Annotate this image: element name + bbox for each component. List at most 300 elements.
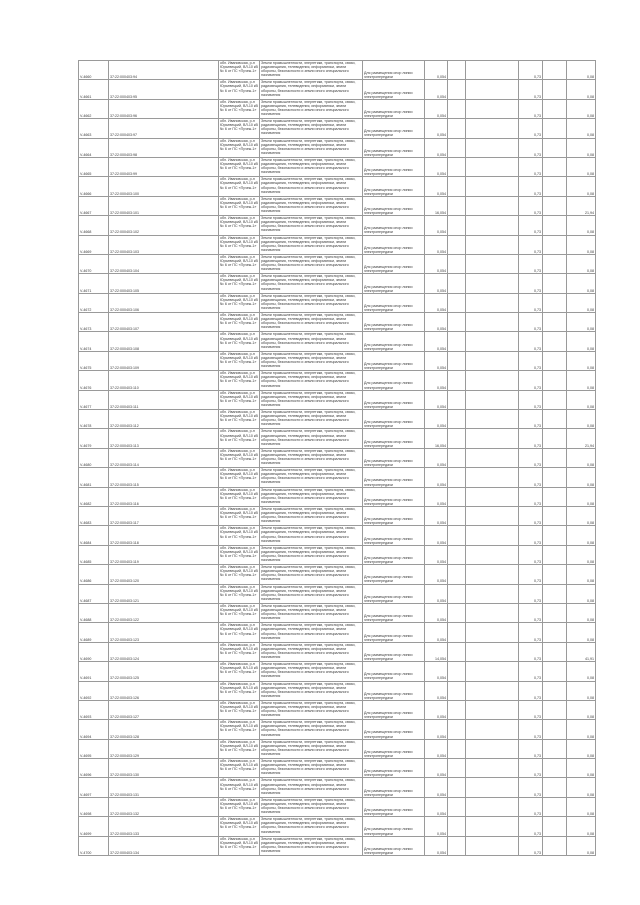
address-cell — [219, 448, 260, 467]
empty-cell — [543, 681, 567, 700]
empty-cell — [543, 61, 567, 80]
cadastral-number-cell — [109, 739, 219, 758]
use-text: Земли промышленности, энергетики, транспорта, связи, радиовещания, телевидения, информатики, земли обороны, безопасности и земли иного специального назначения — [261, 99, 356, 117]
empty-cell — [448, 429, 466, 448]
empty-cell — [448, 565, 466, 584]
address-cell — [219, 254, 260, 273]
id-text: V-4671 — [80, 288, 92, 293]
area-text: 0,054 — [437, 540, 446, 545]
plot-id-cell — [79, 526, 109, 545]
addr-text: обл. Ивановская, р-н Юрьевецкий, ВЛ-10 кВ № 6 от ПС «Пучеж-1» — [220, 739, 258, 752]
rate-text: 0,73 — [534, 211, 541, 216]
amount-cell — [567, 390, 596, 409]
table-row — [79, 584, 596, 603]
address-cell — [219, 429, 260, 448]
addr-text: обл. Ивановская, р-н Юрьевецкий, ВЛ-10 кВ № 6 от ПС «Пучеж-1» — [220, 235, 258, 248]
rate-text: 0,73 — [534, 230, 541, 235]
table-body — [79, 61, 596, 856]
empty-cell — [448, 80, 466, 99]
sum-text: 0,08 — [587, 191, 594, 196]
id-text: V-4679 — [80, 443, 92, 448]
table-row — [79, 371, 596, 390]
use-text: Земли промышленности, энергетики, транспорта, связи, радиовещания, телевидения, информатики, земли обороны, безопасности и земли иного специального назначения — [261, 662, 356, 679]
use-text: Земли промышленности, энергетики, транспорта, связи, радиовещания, телевидения, информатики, земли обороны, безопасности и земли иного специального назначения — [261, 157, 356, 175]
empty-cell — [543, 603, 567, 622]
land-category-cell — [260, 371, 363, 390]
land-category-cell — [260, 584, 363, 603]
table-row — [79, 487, 596, 506]
land-category-cell — [260, 177, 363, 196]
use-text: Земли промышленности, энергетики, транспорта, связи, радиовещания, телевидения, информатики, земли обороны, безопасности и земли иного специального назначения — [261, 797, 356, 815]
plot-id-cell — [79, 332, 109, 351]
cadastral-number-cell — [109, 235, 219, 254]
cadastral-number-cell — [109, 351, 219, 370]
rate-cell — [519, 700, 543, 719]
table-row — [79, 565, 596, 584]
area-text: 0,054 — [437, 501, 446, 506]
plot-id-cell — [79, 739, 109, 758]
land-category-cell — [260, 61, 363, 80]
land-category-cell — [260, 99, 363, 118]
id-text: V-4699 — [80, 831, 92, 836]
empty-cell — [543, 700, 567, 719]
cadastral-number-cell — [109, 526, 219, 545]
plot-id-cell — [79, 720, 109, 739]
area-text: 16,054 — [435, 443, 446, 448]
cad-text: 37:22:000403:110 — [110, 385, 139, 390]
amount-cell — [567, 584, 596, 603]
land-category-cell — [260, 836, 363, 855]
empty-cell — [466, 468, 519, 487]
permitted-use-cell — [363, 119, 425, 138]
addr-text: обл. Ивановская, р-н Юрьевецкий, ВЛ-10 кВ № 6 от ПС «Пучеж-1» — [220, 157, 258, 171]
area-cell — [425, 293, 448, 312]
cad-text: 37:22:000403:117 — [110, 521, 139, 526]
amount-cell — [567, 196, 596, 215]
rate-text: 0,73 — [534, 327, 541, 332]
purpose-text: Для размещения опор линии электропередачи — [364, 284, 413, 293]
use-text: Земли промышленности, энергетики, транспорта, связи, радиовещания, телевидения, информатики, земли обороны, безопасности и земли иного специального назначения — [261, 196, 356, 214]
empty-cell — [448, 216, 466, 235]
rate-text: 0,73 — [534, 831, 541, 836]
empty-cell — [543, 138, 567, 157]
plot-id-cell — [79, 61, 109, 80]
empty-cell — [448, 681, 466, 700]
table-row — [79, 254, 596, 273]
plot-id-cell — [79, 468, 109, 487]
cad-text: 37:22:000403:120 — [110, 579, 139, 584]
rate-text: 0,73 — [534, 133, 541, 138]
amount-cell — [567, 429, 596, 448]
id-text: V-4675 — [80, 366, 92, 371]
land-category-cell — [260, 313, 363, 332]
purpose-text: Для размещения опор линии электропередачи — [364, 439, 413, 448]
cadastral-number-cell — [109, 720, 219, 739]
addr-text: обл. Ивановская, р-н Юрьевецкий, ВЛ-10 кВ № 6 от ПС «Пучеж-1» — [220, 759, 258, 772]
address-cell — [219, 545, 260, 564]
id-text: V-4669 — [80, 249, 92, 254]
rate-cell — [519, 293, 543, 312]
area-text: 0,054 — [437, 133, 446, 138]
address-cell — [219, 817, 260, 836]
area-text: 0,054 — [437, 482, 446, 487]
land-category-cell — [260, 235, 363, 254]
table-row — [79, 739, 596, 758]
empty-cell — [466, 157, 519, 176]
rate-text: 0,73 — [534, 734, 541, 739]
addr-text: обл. Ивановская, р-н Юрьевецкий, ВЛ-10 кВ № 6 от ПС «Пучеж-1» — [220, 603, 258, 617]
empty-cell — [448, 448, 466, 467]
permitted-use-cell — [363, 565, 425, 584]
plot-id-cell — [79, 797, 109, 816]
area-text: 0,054 — [437, 327, 446, 332]
amount-cell — [567, 603, 596, 622]
amount-cell — [567, 545, 596, 564]
rate-text: 0,73 — [534, 850, 541, 855]
land-category-cell — [260, 526, 363, 545]
rate-text: 0,73 — [534, 812, 541, 817]
use-text: Земли промышленности, энергетики, транспорта, связи, радиовещания, телевидения, информатики, земли обороны, безопасности и земли иного специального назначения — [261, 410, 356, 427]
use-text: Земли промышленности, энергетики, транспорта, связи, радиовещания, телевидения, информатики, земли обороны, безопасности и земли иного специального назначения — [261, 235, 356, 252]
area-cell — [425, 177, 448, 196]
plot-id-cell — [79, 157, 109, 176]
cad-text: 37:22:000403:105 — [110, 288, 139, 293]
land-category-cell — [260, 332, 363, 351]
addr-text: обл. Ивановская, р-н Юрьевецкий, ВЛ-10 кВ № 6 от ПС «Пучеж-1» — [220, 216, 258, 229]
sum-text: 0,08 — [587, 94, 594, 99]
cad-text: 37:22:000403:133 — [110, 831, 139, 836]
amount-cell — [567, 332, 596, 351]
area-cell — [425, 80, 448, 99]
rate-text: 0,73 — [534, 346, 541, 351]
sum-text: 0,08 — [587, 463, 594, 468]
cad-text: 37:22:000403:134 — [110, 850, 139, 855]
amount-cell — [567, 119, 596, 138]
land-category-cell — [260, 817, 363, 836]
cadastral-number-cell — [109, 313, 219, 332]
table-row — [79, 177, 596, 196]
address-cell — [219, 293, 260, 312]
cad-text: 37:22:000403:99 — [110, 172, 137, 177]
permitted-use-cell — [363, 603, 425, 622]
land-category-cell — [260, 797, 363, 816]
permitted-use-cell — [363, 778, 425, 797]
addr-text: обл. Ивановская, р-н Юрьевецкий, ВЛ-10 кВ № 6 от ПС «Пучеж-1» — [220, 487, 258, 500]
cad-text: 37:22:000403:107 — [110, 327, 139, 332]
purpose-text: Для размещения опор линии электропередачи — [364, 206, 413, 216]
rate-text: 0,73 — [534, 753, 541, 758]
permitted-use-cell — [363, 506, 425, 525]
table-row — [79, 817, 596, 836]
addr-text: обл. Ивановская, р-н Юрьевецкий, ВЛ-10 кВ № 6 от ПС «Пучеж-1» — [220, 196, 258, 209]
plot-id-cell — [79, 177, 109, 196]
empty-cell — [543, 254, 567, 273]
address-cell — [219, 332, 260, 351]
empty-cell — [448, 390, 466, 409]
plot-id-cell — [79, 565, 109, 584]
plot-id-cell — [79, 623, 109, 642]
purpose-text: Для размещения опор линии электропередачи — [364, 109, 413, 119]
rate-cell — [519, 177, 543, 196]
sum-text: 0,08 — [587, 521, 594, 526]
purpose-text: Для размещения опор линии электропередачи — [364, 497, 413, 506]
amount-cell — [567, 410, 596, 429]
use-text: Земли промышленности, энергетики, транспорта, связи, радиовещания, телевидения, информатики, земли обороны, безопасности и земли иного специального назначения — [261, 487, 356, 504]
purpose-text: Для размещения опор линии электропередачи — [364, 769, 413, 778]
purpose-text: Для размещения опор линии электропередачи — [364, 400, 413, 409]
land-category-cell — [260, 720, 363, 739]
purpose-text: Для размещения опор линии электропередачи — [364, 827, 413, 836]
area-cell — [425, 216, 448, 235]
document-sheet — [78, 60, 594, 856]
cadastral-number-cell — [109, 293, 219, 312]
empty-cell — [543, 584, 567, 603]
empty-cell — [466, 642, 519, 661]
empty-cell — [543, 836, 567, 855]
id-text: V-4688 — [80, 618, 92, 623]
addr-text: обл. Ивановская, р-н Юрьевецкий, ВЛ-10 кВ № 6 от ПС «Пучеж-1» — [220, 138, 258, 151]
use-text: Земли промышленности, энергетики, транспорта, связи, радиовещания, телевидения, информатики, земли обороны, безопасности и земли иного специального назначения — [261, 274, 356, 291]
id-text: V-4672 — [80, 307, 92, 312]
addr-text: обл. Ивановская, р-н Юрьевецкий, ВЛ-10 кВ № 6 от ПС «Пучеж-1» — [220, 778, 258, 791]
plot-id-cell — [79, 138, 109, 157]
rate-text: 0,73 — [534, 152, 541, 157]
plot-id-cell — [79, 603, 109, 622]
rate-cell — [519, 662, 543, 681]
address-cell — [219, 119, 260, 138]
addr-text: обл. Ивановская, р-н Юрьевецкий, ВЛ-10 кВ № 6 от ПС «Пучеж-1» — [220, 177, 258, 190]
plot-id-cell — [79, 293, 109, 312]
amount-cell — [567, 526, 596, 545]
empty-cell — [466, 797, 519, 816]
amount-cell — [567, 759, 596, 778]
empty-cell — [448, 119, 466, 138]
permitted-use-cell — [363, 99, 425, 118]
address-cell — [219, 797, 260, 816]
area-text: 0,054 — [437, 734, 446, 739]
id-text: V-4697 — [80, 792, 92, 797]
empty-cell — [543, 332, 567, 351]
amount-cell — [567, 700, 596, 719]
area-text: 0,054 — [437, 152, 446, 157]
purpose-text: Для размещения опор линии электропередачи — [364, 381, 413, 390]
rate-text: 0,73 — [534, 598, 541, 603]
area-cell — [425, 332, 448, 351]
area-text: 0,054 — [437, 792, 446, 797]
table-row — [79, 351, 596, 370]
rate-cell — [519, 487, 543, 506]
empty-cell — [466, 720, 519, 739]
rate-cell — [519, 739, 543, 758]
empty-cell — [448, 526, 466, 545]
plot-id-cell — [79, 235, 109, 254]
addr-text: обл. Ивановская, р-н Юрьевецкий, ВЛ-10 кВ № 6 от ПС «Пучеж-1» — [220, 80, 258, 93]
sum-text: 21,94 — [585, 211, 594, 216]
purpose-text: Для размещения опор линии электропередачи — [364, 846, 413, 855]
cad-text: 37:22:000403:98 — [110, 152, 137, 157]
empty-cell — [543, 817, 567, 836]
table-row — [79, 681, 596, 700]
cadastral-number-cell — [109, 642, 219, 661]
land-category-cell — [260, 506, 363, 525]
address-cell — [219, 80, 260, 99]
plot-id-cell — [79, 429, 109, 448]
amount-cell — [567, 662, 596, 681]
empty-cell — [466, 681, 519, 700]
purpose-text: Для размещения опор линии электропередачи — [364, 536, 413, 545]
cad-text: 37:22:000403:123 — [110, 637, 139, 642]
amount-cell — [567, 720, 596, 739]
empty-cell — [466, 274, 519, 293]
empty-cell — [543, 720, 567, 739]
rate-cell — [519, 623, 543, 642]
rate-cell — [519, 817, 543, 836]
plot-id-cell — [79, 759, 109, 778]
sum-text: 0,08 — [587, 850, 594, 855]
sum-text: 0,08 — [587, 366, 594, 371]
address-cell — [219, 313, 260, 332]
id-text: V-4682 — [80, 501, 92, 506]
rate-text: 0,73 — [534, 172, 541, 177]
land-plot-table — [78, 60, 596, 856]
permitted-use-cell — [363, 700, 425, 719]
id-text: V-4676 — [80, 385, 92, 390]
empty-cell — [448, 468, 466, 487]
empty-cell — [543, 235, 567, 254]
table-row — [79, 720, 596, 739]
use-text: Земли промышленности, энергетики, транспорта, связи, радиовещания, телевидения, информатики, земли обороны, безопасности и земли иного специального назначения — [261, 526, 356, 543]
empty-cell — [448, 371, 466, 390]
land-category-cell — [260, 80, 363, 99]
empty-cell — [543, 429, 567, 448]
cadastral-number-cell — [109, 390, 219, 409]
purpose-text: Для размещения опор линии электропередачи — [364, 672, 413, 681]
purpose-text: Для размещения опор линии электропередачи — [364, 749, 413, 758]
id-text: V-4661 — [80, 94, 92, 99]
id-text: V-4662 — [80, 114, 92, 119]
rate-text: 0,73 — [534, 114, 541, 119]
sum-text: 0,08 — [587, 501, 594, 506]
addr-text: обл. Ивановская, р-н Юрьевецкий, ВЛ-10 кВ № 6 от ПС «Пучеж-1» — [220, 584, 258, 597]
rate-cell — [519, 584, 543, 603]
use-text: Земли промышленности, энергетики, транспорта, связи, радиовещания, телевидения, информатики, земли обороны, безопасности и земли иного специального назначения — [261, 254, 356, 272]
purpose-text: Для размещения опор линии электропередачи — [364, 555, 413, 565]
addr-text: обл. Ивановская, р-н Юрьевецкий, ВЛ-10 кВ № 6 от ПС «Пучеж-1» — [220, 351, 258, 365]
empty-cell — [448, 506, 466, 525]
empty-cell — [543, 390, 567, 409]
permitted-use-cell — [363, 351, 425, 370]
land-category-cell — [260, 410, 363, 429]
cad-text: 37:22:000403:121 — [110, 598, 139, 603]
address-cell — [219, 603, 260, 622]
land-category-cell — [260, 448, 363, 467]
id-text: V-4691 — [80, 676, 92, 681]
land-category-cell — [260, 254, 363, 273]
address-cell — [219, 468, 260, 487]
addr-text: обл. Ивановская, р-н Юрьевецкий, ВЛ-10 кВ № 6 от ПС «Пучеж-1» — [220, 448, 258, 461]
plot-id-cell — [79, 274, 109, 293]
id-text: V-4665 — [80, 172, 92, 177]
sum-text: 21,94 — [585, 443, 594, 448]
empty-cell — [466, 293, 519, 312]
empty-cell — [466, 778, 519, 797]
cad-text: 37:22:000403:114 — [110, 463, 139, 468]
cadastral-number-cell — [109, 410, 219, 429]
address-cell — [219, 739, 260, 758]
rate-cell — [519, 506, 543, 525]
empty-cell — [466, 526, 519, 545]
table-row — [79, 778, 596, 797]
empty-cell — [466, 196, 519, 215]
use-text: Земли промышленности, энергетики, транспорта, связи, радиовещания, телевидения, информатики, земли обороны, безопасности и земли иного специального назначения — [261, 681, 356, 698]
area-text: 0,054 — [437, 618, 446, 623]
cad-text: 37:22:000403:130 — [110, 773, 139, 778]
sum-text: 0,08 — [587, 385, 594, 390]
id-text: V-4686 — [80, 579, 92, 584]
empty-cell — [448, 157, 466, 176]
addr-text: обл. Ивановская, р-н Юрьевецкий, ВЛ-10 кВ № 6 от ПС «Пучеж-1» — [220, 371, 258, 384]
use-text: Земли промышленности, энергетики, транспорта, связи, радиовещания, телевидения, информатики, земли обороны, безопасности и земли иного специального назначения — [261, 61, 356, 78]
sum-text: 0,08 — [587, 792, 594, 797]
sum-text: 0,08 — [587, 152, 594, 157]
purpose-text: Для размещения опор линии электропередачи — [364, 148, 413, 157]
plot-id-cell — [79, 681, 109, 700]
permitted-use-cell — [363, 642, 425, 661]
land-category-cell — [260, 274, 363, 293]
rate-cell — [519, 642, 543, 661]
purpose-text: Для размещения опор линии электропередачи — [364, 71, 413, 80]
permitted-use-cell — [363, 80, 425, 99]
use-text: Земли промышленности, энергетики, транспорта, связи, радиовещания, телевидения, информатики, земли обороны, безопасности и земли иного специального назначения — [261, 177, 356, 194]
empty-cell — [543, 313, 567, 332]
sum-text: 0,08 — [587, 404, 594, 409]
use-text: Земли промышленности, энергетики, транспорта, связи, радиовещания, телевидения, информатики, земли обороны, безопасности и земли иного специального назначения — [261, 642, 356, 659]
rate-cell — [519, 720, 543, 739]
purpose-text: Для размещения опор линии электропередачи — [364, 652, 413, 662]
amount-cell — [567, 61, 596, 80]
empty-cell — [543, 293, 567, 312]
cadastral-number-cell — [109, 797, 219, 816]
addr-text: обл. Ивановская, р-н Юрьевецкий, ВЛ-10 кВ № 6 от ПС «Пучеж-1» — [220, 390, 258, 403]
area-cell — [425, 797, 448, 816]
sum-text: 0,08 — [587, 560, 594, 565]
sum-text: 0,08 — [587, 75, 594, 80]
empty-cell — [543, 778, 567, 797]
plot-id-cell — [79, 254, 109, 273]
use-text: Земли промышленности, энергетики, транспорта, связи, радиовещания, телевидения, информатики, земли обороны, безопасности и земли иного специального назначения — [261, 390, 356, 407]
cad-text: 37:22:000403:104 — [110, 269, 139, 274]
address-cell — [219, 487, 260, 506]
area-cell — [425, 817, 448, 836]
cad-text: 37:22:000403:102 — [110, 230, 139, 235]
id-text: V-4670 — [80, 269, 92, 274]
rate-text: 0,73 — [534, 579, 541, 584]
sum-text: 0,08 — [587, 482, 594, 487]
area-cell — [425, 274, 448, 293]
purpose-text: Для размещения опор линии электропередачи — [364, 226, 413, 235]
table-row — [79, 313, 596, 332]
empty-cell — [448, 61, 466, 80]
area-cell — [425, 138, 448, 157]
id-text: V-4666 — [80, 191, 92, 196]
area-cell — [425, 157, 448, 176]
purpose-text: Для размещения опор линии электропередачи — [364, 517, 413, 526]
amount-cell — [567, 177, 596, 196]
table-row — [79, 119, 596, 138]
area-cell — [425, 351, 448, 370]
empty-cell — [466, 410, 519, 429]
cad-text: 37:22:000403:109 — [110, 366, 139, 371]
